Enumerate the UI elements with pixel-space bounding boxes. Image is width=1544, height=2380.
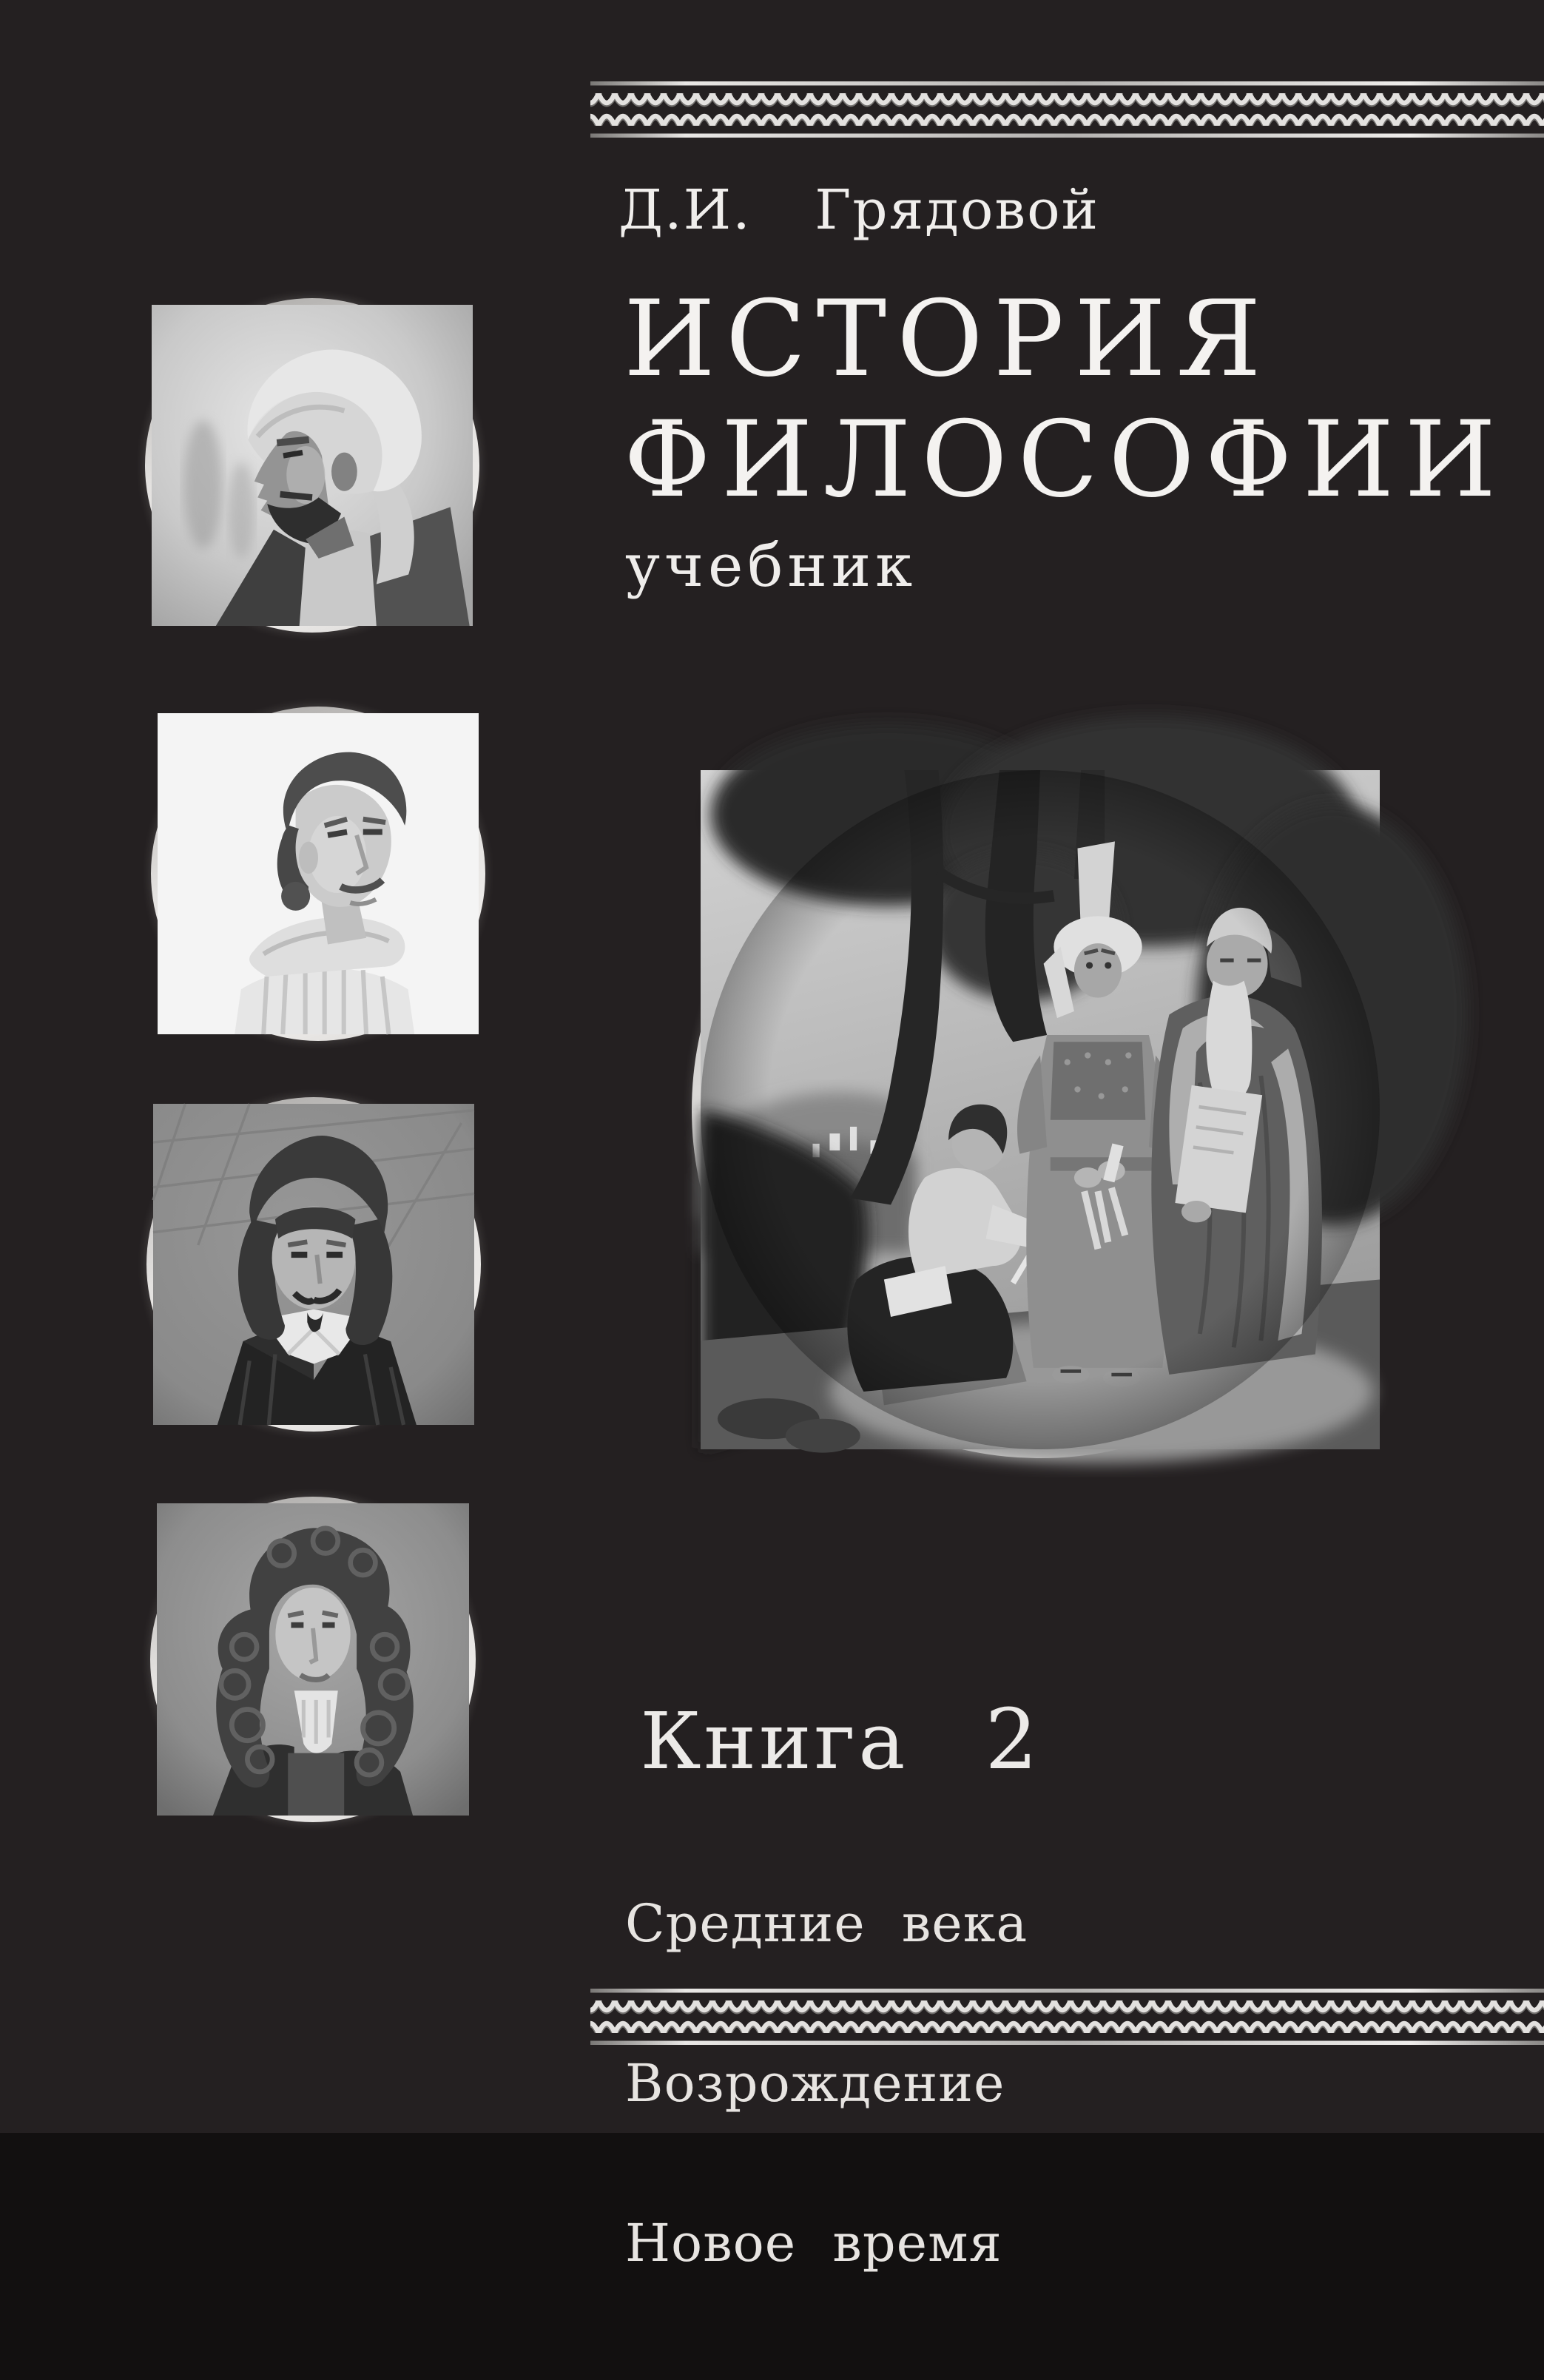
- series-line-renaissance: Возрождение: [625, 2053, 1005, 2114]
- turbaned-philosopher-icon: [152, 305, 473, 626]
- rene-descartes-icon: [153, 1104, 474, 1425]
- series-periods: [625, 1790, 1028, 2376]
- chain-ornament-border-bottom: [590, 1984, 1544, 2049]
- portrait-gottfried-leibniz: [150, 1497, 476, 1822]
- chain-ornament-border-top: [590, 77, 1544, 142]
- edition-number: 2: [985, 1692, 1038, 1788]
- title-line-1: ИСТОРИЯ: [624, 278, 1272, 400]
- series-line-modern-times: Новое время: [625, 2213, 1002, 2273]
- author-name: Д.И. Грядовой: [618, 178, 1099, 242]
- edition-label: Книга: [640, 1696, 908, 1787]
- three-philosophers-painting: [701, 770, 1380, 1449]
- portrait-rene-descartes: [146, 1097, 481, 1432]
- three-philosophers-medallion: [692, 761, 1389, 1458]
- edition-block: [625, 1687, 1038, 1793]
- series-line-middle-ages: Средние века: [625, 1893, 1028, 1954]
- gottfried-leibniz-icon: [157, 1503, 469, 1816]
- portrait-turbaned-philosopher: [145, 298, 479, 633]
- portrait-giordano-bruno: [151, 707, 485, 1041]
- title-line-2: ФИЛОСОФИИ: [624, 399, 1507, 521]
- subtitle-uchebnik: учебник: [625, 531, 917, 600]
- giordano-bruno-icon: [158, 713, 479, 1034]
